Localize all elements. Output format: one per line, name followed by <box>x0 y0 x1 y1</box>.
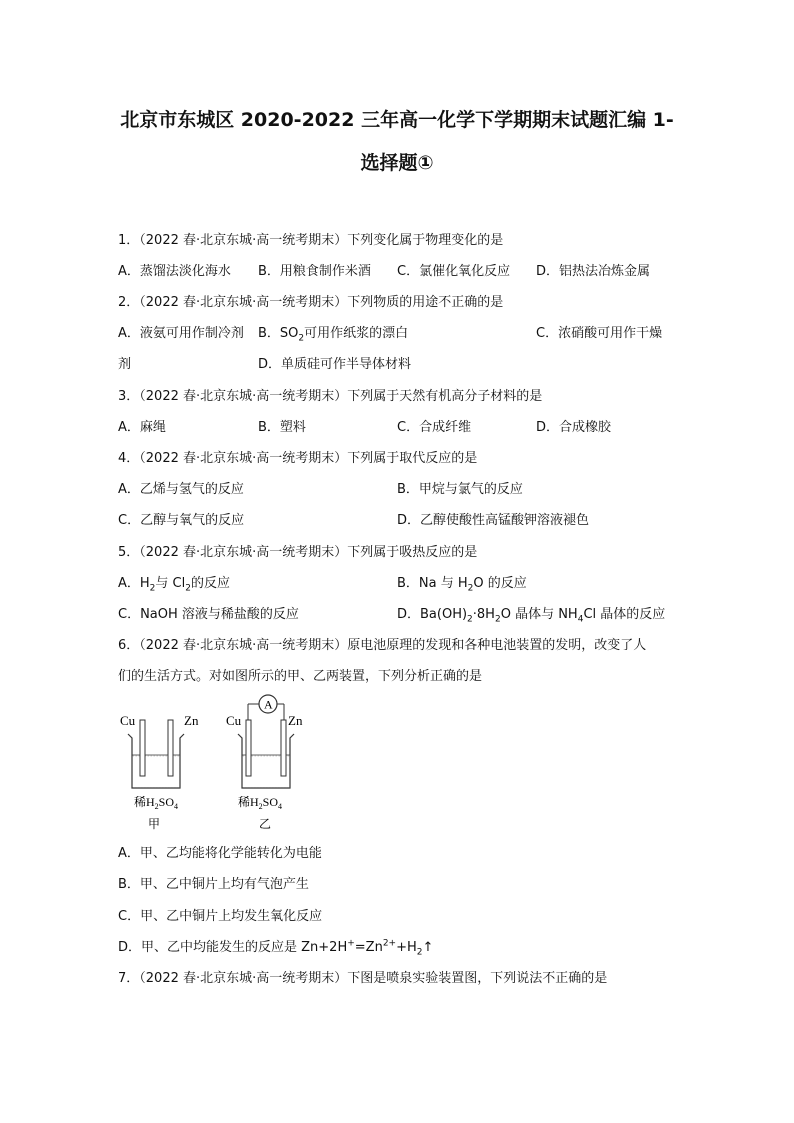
q2-option-a: A．液氨可用作制冷剂 <box>118 326 244 341</box>
question-number: 7． <box>118 971 140 986</box>
cu-label: Cu <box>226 713 242 728</box>
zn-electrode-yi <box>281 720 286 776</box>
q5-option-b: B．Na 与 $H_2O$ 的反应 <box>397 576 527 594</box>
question-stem: 下列属于取代反应的是 <box>347 451 478 466</box>
q4-option-b: B．甲烷与氯气的反应 <box>397 482 523 497</box>
q4-option-a: A．乙烯与氢气的反应 <box>118 482 244 497</box>
question-3 <box>118 385 542 404</box>
device-yi <box>226 695 303 831</box>
question-stem: 下图是喷泉实验装置图，下列说法不正确的是 <box>347 971 608 986</box>
question-4 <box>118 447 477 466</box>
cu-electrode-jia <box>140 720 145 776</box>
q1-option-a: A．蒸馏法淡化海水 <box>118 264 231 279</box>
question-source: （2022 春·北京东城·高一统考期末） <box>139 389 348 404</box>
q1-option-b: B．用粮食制作米酒 <box>258 264 371 279</box>
question-1 <box>118 229 503 248</box>
q1-option-d: D．铝热法冶炼金属 <box>536 264 651 279</box>
q4-option-c: C．乙醇与氧气的反应 <box>118 513 245 528</box>
q3-option-b: B．塑料 <box>258 420 306 435</box>
solution-label-jia: 稀$H_2SO_4$ <box>134 795 179 811</box>
cu-electrode-yi <box>246 720 251 776</box>
question-stem: 下列物质的用途不正确的是 <box>347 295 504 310</box>
title-line-2: 选择题① <box>360 152 434 174</box>
cu-label: Cu <box>120 713 136 728</box>
question-stem: 下列属于天然有机高分子材料的是 <box>347 389 543 404</box>
question-stem: 原电池原理的发现和各种电池装置的发明，改变了人 <box>347 638 647 653</box>
q2-option-b: B．$SO_2$可用作纸浆的漂白 <box>258 326 409 344</box>
title-line-1: 北京市东城区 2020-2022 三年高一化学下学期期末试题汇编 1- <box>120 109 674 131</box>
label-yi: 乙 <box>259 817 272 831</box>
zn-label: Zn <box>184 713 199 728</box>
q3-option-a: A．麻绳 <box>118 420 166 435</box>
zn-label: Zn <box>288 713 303 728</box>
question-number: 1． <box>118 233 140 248</box>
q3-option-d: D．合成橡胶 <box>536 420 612 435</box>
q2-option-c: C．浓硝酸可用作干燥 <box>536 326 663 341</box>
ammeter-label: A <box>264 697 273 712</box>
q6-option-d: D．甲、乙中均能发生的反应是 $Zn+2H^+=Zn^{2+}+H_2↑$ <box>118 938 434 958</box>
question-source: （2022 春·北京东城·高一统考期末） <box>139 295 348 310</box>
question-number: 2． <box>118 295 140 310</box>
label-jia: 甲 <box>148 817 161 831</box>
question-source: （2022 春·北京东城·高一统考期末） <box>139 545 348 560</box>
question-source: （2022 春·北京东城·高一统考期末） <box>139 233 348 248</box>
question-source: （2022 春·北京东城·高一统考期末） <box>139 451 348 466</box>
question-stem: 下列变化属于物理变化的是 <box>347 233 504 248</box>
question-6-stem-continued: 们的生活方式。对如图所示的甲、乙两装置，下列分析正确的是 <box>118 669 483 684</box>
question-2 <box>118 291 503 310</box>
galvanic-cell-figure <box>116 690 316 840</box>
q4-option-d: D．乙醇使酸性高锰酸钾溶液褪色 <box>397 513 590 528</box>
question-source: （2022 春·北京东城·高一统考期末） <box>139 638 348 653</box>
question-number: 6． <box>118 638 140 653</box>
q2-option-d: D．单质硅可作半导体材料 <box>258 357 412 372</box>
question-number: 3． <box>118 389 140 404</box>
question-source: （2022 春·北京东城·高一统考期末） <box>139 971 348 986</box>
solution-label-yi: 稀$H_2SO_4$ <box>238 795 283 811</box>
question-5 <box>118 541 477 560</box>
q6-option-a: A．甲、乙均能将化学能转化为电能 <box>118 846 322 861</box>
question-number: 5． <box>118 545 140 560</box>
beaker-jia <box>128 734 184 788</box>
question-stem: 下列属于吸热反应的是 <box>347 545 478 560</box>
zn-electrode-jia <box>168 720 173 776</box>
q5-option-a: A．$H_2$与 $Cl_2$的反应 <box>118 576 230 594</box>
question-6 <box>118 634 646 653</box>
q5-option-c: C．NaOH 溶液与稀盐酸的反应 <box>118 607 299 622</box>
q3-option-c: C．合成纤维 <box>397 420 472 435</box>
q2-option-c-continued: 剂 <box>118 357 132 372</box>
q6-option-c: C．甲、乙中铜片上均发生氧化反应 <box>118 909 323 924</box>
device-jia <box>120 713 199 831</box>
q5-option-d: D．$Ba(OH)_2\cdot 8H_2O$ 晶体与 $NH_4Cl$ 晶体的反应 <box>397 607 666 625</box>
q6-option-b: B．甲、乙中铜片上均有气泡产生 <box>118 877 309 892</box>
q1-option-c: C．氯催化氧化反应 <box>397 264 511 279</box>
question-number: 4． <box>118 451 140 466</box>
question-7 <box>118 967 607 986</box>
